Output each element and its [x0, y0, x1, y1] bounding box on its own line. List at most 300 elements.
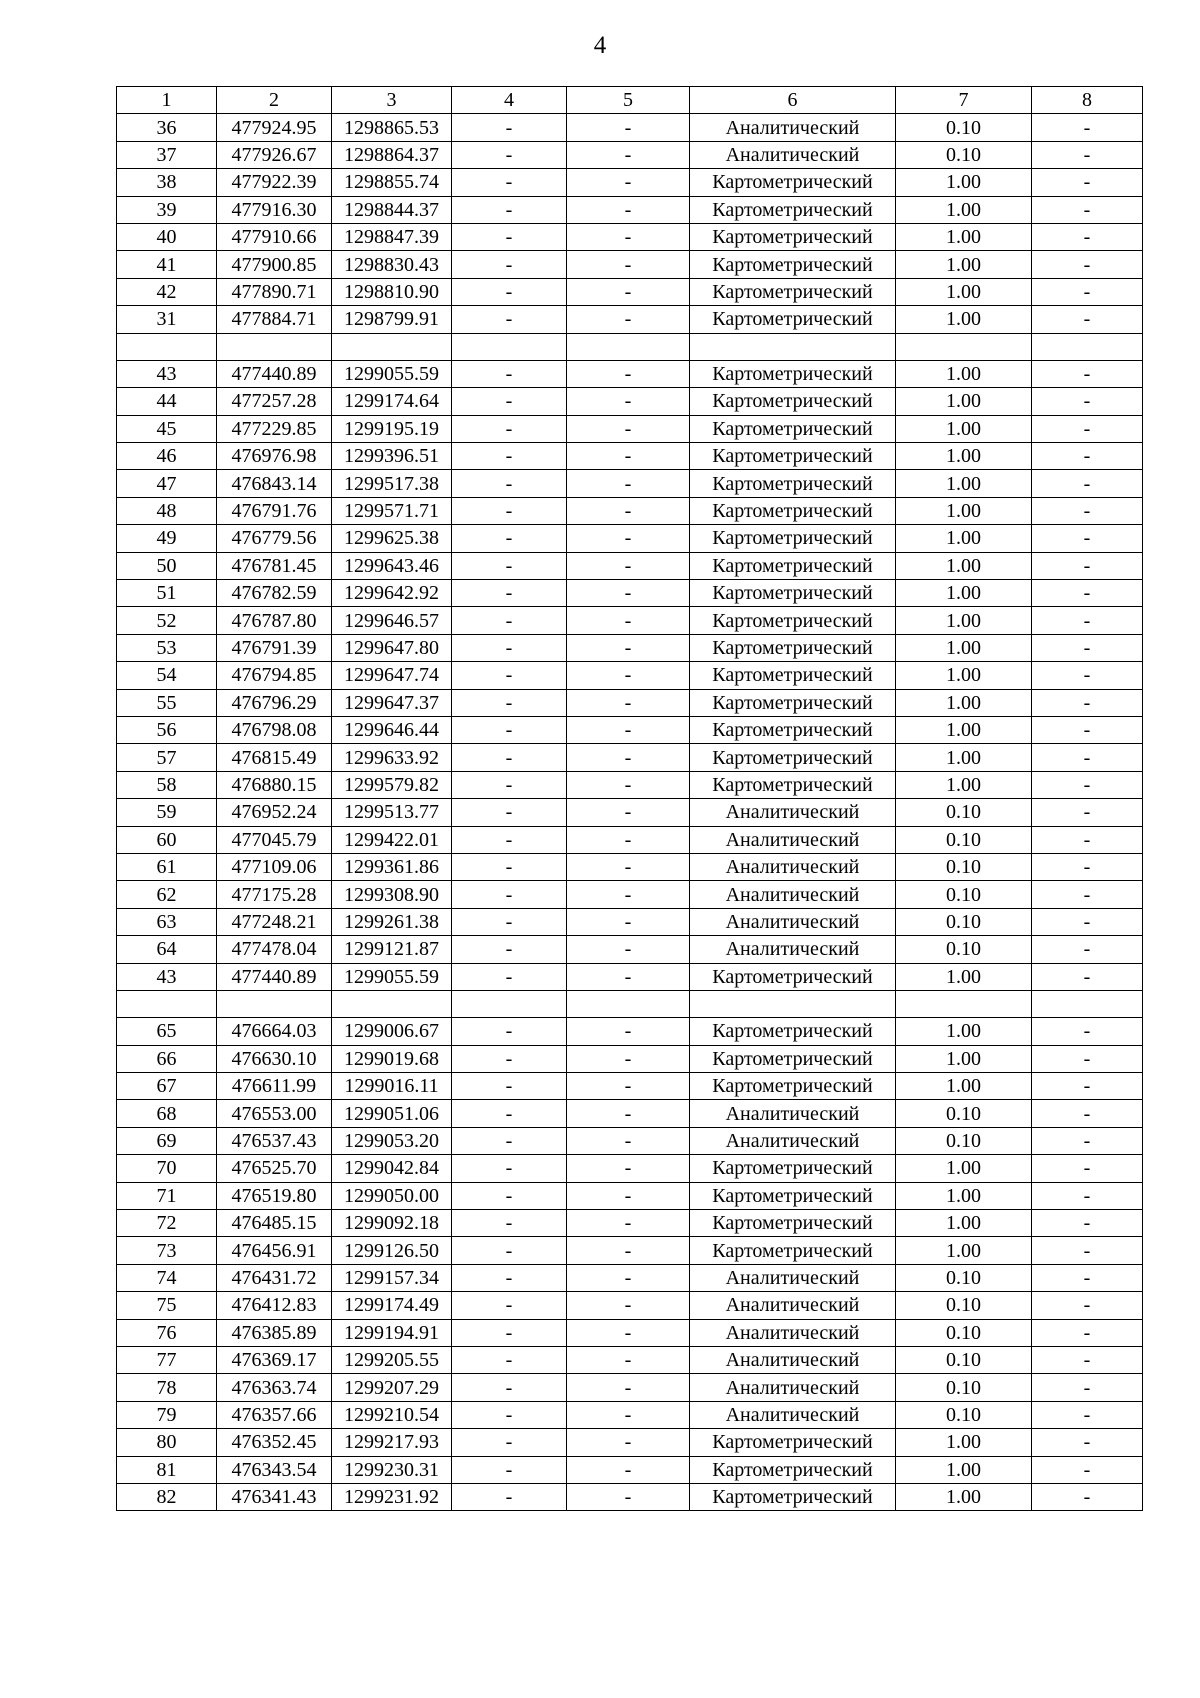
col-5-cell: - [567, 1073, 690, 1100]
accuracy-cell: 1.00 [896, 1210, 1032, 1237]
accuracy-cell: 0.10 [896, 1100, 1032, 1127]
coord-x-cell: 476519.80 [217, 1182, 332, 1209]
coord-y-cell: 1299646.44 [332, 716, 452, 743]
coord-x-cell: 477248.21 [217, 908, 332, 935]
col-5-cell: - [567, 716, 690, 743]
accuracy-cell: 1.00 [896, 607, 1032, 634]
method-cell: Картометрический [690, 607, 896, 634]
coord-y-cell: 1299019.68 [332, 1045, 452, 1072]
col-8-cell: - [1032, 1292, 1143, 1319]
col-8-cell [1032, 333, 1143, 360]
accuracy-cell: 1.00 [896, 1018, 1032, 1045]
table-row [117, 634, 1143, 661]
coord-x-cell: 476787.80 [217, 607, 332, 634]
coord-x-cell: 477916.30 [217, 196, 332, 223]
separator-row [117, 990, 1143, 1017]
col-8-cell: - [1032, 634, 1143, 661]
col-4-cell: - [452, 1292, 567, 1319]
col-8-cell: - [1032, 470, 1143, 497]
point-number-cell: 47 [117, 470, 217, 497]
point-number-cell: 65 [117, 1018, 217, 1045]
coord-x-cell: 476357.66 [217, 1401, 332, 1428]
accuracy-cell: 1.00 [896, 1429, 1032, 1456]
col-4-cell: - [452, 607, 567, 634]
method-cell: Картометрический [690, 1237, 896, 1264]
coord-y-cell: 1299625.38 [332, 525, 452, 552]
col-8-cell: - [1032, 169, 1143, 196]
col-8-cell: - [1032, 306, 1143, 333]
accuracy-cell: 1.00 [896, 744, 1032, 771]
method-cell: Картометрический [690, 196, 896, 223]
coord-x-cell: 476456.91 [217, 1237, 332, 1264]
table-row [117, 908, 1143, 935]
point-number-cell: 36 [117, 114, 217, 141]
table-row [117, 771, 1143, 798]
coord-x-cell: 476798.08 [217, 716, 332, 743]
col-4-cell: - [452, 470, 567, 497]
coord-x-cell: 476369.17 [217, 1346, 332, 1373]
coord-y-cell: 1298830.43 [332, 251, 452, 278]
col-8-cell: - [1032, 1346, 1143, 1373]
point-number-cell: 53 [117, 634, 217, 661]
col-8-cell: - [1032, 1374, 1143, 1401]
header-cell: 4 [452, 87, 567, 114]
accuracy-cell: 1.00 [896, 278, 1032, 305]
table-row [117, 607, 1143, 634]
table-row [117, 360, 1143, 387]
col-4-cell: - [452, 141, 567, 168]
col-8-cell: - [1032, 223, 1143, 250]
coord-y-cell: 1299513.77 [332, 799, 452, 826]
col-4-cell: - [452, 826, 567, 853]
col-5-cell: - [567, 908, 690, 935]
method-cell: Аналитический [690, 826, 896, 853]
method-cell: Аналитический [690, 853, 896, 880]
coord-y-cell: 1298847.39 [332, 223, 452, 250]
coord-y-cell: 1299157.34 [332, 1264, 452, 1291]
table-row [117, 1483, 1143, 1510]
coord-y-cell [332, 990, 452, 1017]
method-cell: Картометрический [690, 963, 896, 990]
col-4-cell: - [452, 689, 567, 716]
table-row [117, 114, 1143, 141]
coord-y-cell: 1299647.80 [332, 634, 452, 661]
point-number-cell: 61 [117, 853, 217, 880]
coord-x-cell: 476796.29 [217, 689, 332, 716]
point-number-cell: 58 [117, 771, 217, 798]
coord-y-cell: 1299174.64 [332, 388, 452, 415]
col-5-cell: - [567, 141, 690, 168]
method-cell: Аналитический [690, 1346, 896, 1373]
col-4-cell: - [452, 580, 567, 607]
method-cell: Картометрический [690, 169, 896, 196]
method-cell: Картометрический [690, 306, 896, 333]
point-number-cell: 45 [117, 415, 217, 442]
col-4-cell: - [452, 443, 567, 470]
accuracy-cell: 1.00 [896, 662, 1032, 689]
method-cell: Аналитический [690, 1401, 896, 1428]
coord-x-cell: 477109.06 [217, 853, 332, 880]
coord-x-cell: 476412.83 [217, 1292, 332, 1319]
accuracy-cell: 0.10 [896, 853, 1032, 880]
col-8-cell: - [1032, 360, 1143, 387]
table-row [117, 306, 1143, 333]
col-8-cell: - [1032, 525, 1143, 552]
col-8-cell: - [1032, 580, 1143, 607]
method-cell: Картометрический [690, 223, 896, 250]
coord-y-cell: 1299207.29 [332, 1374, 452, 1401]
col-8-cell: - [1032, 1127, 1143, 1154]
col-4-cell: - [452, 744, 567, 771]
coord-y-cell: 1299042.84 [332, 1155, 452, 1182]
point-number-cell: 77 [117, 1346, 217, 1373]
accuracy-cell: 0.10 [896, 799, 1032, 826]
header-cell: 5 [567, 87, 690, 114]
table-row [117, 580, 1143, 607]
method-cell: Картометрический [690, 1155, 896, 1182]
col-4-cell: - [452, 1264, 567, 1291]
col-4-cell: - [452, 1374, 567, 1401]
col-4-cell: - [452, 114, 567, 141]
point-number-cell: 48 [117, 497, 217, 524]
method-cell: Картометрический [690, 443, 896, 470]
coord-x-cell: 477045.79 [217, 826, 332, 853]
method-cell: Аналитический [690, 881, 896, 908]
accuracy-cell: 0.10 [896, 1401, 1032, 1428]
coord-y-cell: 1299205.55 [332, 1346, 452, 1373]
col-5-cell: - [567, 1456, 690, 1483]
coord-y-cell: 1299422.01 [332, 826, 452, 853]
method-cell: Аналитический [690, 1127, 896, 1154]
table-row [117, 1210, 1143, 1237]
table-row [117, 552, 1143, 579]
accuracy-cell: 1.00 [896, 963, 1032, 990]
col-5-cell: - [567, 497, 690, 524]
coord-y-cell: 1299016.11 [332, 1073, 452, 1100]
col-4-cell: - [452, 1127, 567, 1154]
col-8-cell: - [1032, 1319, 1143, 1346]
coord-x-cell: 476485.15 [217, 1210, 332, 1237]
col-4-cell: - [452, 1237, 567, 1264]
coord-y-cell: 1299517.38 [332, 470, 452, 497]
col-4-cell: - [452, 1319, 567, 1346]
col-5-cell: - [567, 1182, 690, 1209]
coord-y-cell: 1299230.31 [332, 1456, 452, 1483]
table-row [117, 1346, 1143, 1373]
accuracy-cell: 0.10 [896, 908, 1032, 935]
point-number-cell: 55 [117, 689, 217, 716]
col-8-cell: - [1032, 251, 1143, 278]
col-4-cell: - [452, 1429, 567, 1456]
col-4-cell: - [452, 1346, 567, 1373]
accuracy-cell: 1.00 [896, 223, 1032, 250]
coord-y-cell: 1299055.59 [332, 360, 452, 387]
table-row [117, 1182, 1143, 1209]
coord-y-cell: 1299643.46 [332, 552, 452, 579]
coord-x-cell: 476880.15 [217, 771, 332, 798]
coord-y-cell: 1298865.53 [332, 114, 452, 141]
coord-x-cell: 477440.89 [217, 360, 332, 387]
col-4-cell: - [452, 1045, 567, 1072]
header-cell: 3 [332, 87, 452, 114]
col-8-cell: - [1032, 799, 1143, 826]
point-number-cell: 64 [117, 936, 217, 963]
accuracy-cell: 0.10 [896, 1264, 1032, 1291]
col-5-cell: - [567, 470, 690, 497]
coord-y-cell: 1299195.19 [332, 415, 452, 442]
coord-x-cell: 476363.74 [217, 1374, 332, 1401]
accuracy-cell: 1.00 [896, 360, 1032, 387]
method-cell [690, 990, 896, 1017]
point-number-cell: 57 [117, 744, 217, 771]
point-number-cell: 66 [117, 1045, 217, 1072]
accuracy-cell: 1.00 [896, 1456, 1032, 1483]
coord-y-cell: 1299092.18 [332, 1210, 452, 1237]
method-cell: Картометрический [690, 1073, 896, 1100]
accuracy-cell: 0.10 [896, 1319, 1032, 1346]
accuracy-cell [896, 990, 1032, 1017]
method-cell: Картометрический [690, 1045, 896, 1072]
col-4-cell: - [452, 853, 567, 880]
col-4-cell: - [452, 1018, 567, 1045]
col-5-cell: - [567, 1401, 690, 1428]
method-cell: Аналитический [690, 141, 896, 168]
coord-x-cell: 477926.67 [217, 141, 332, 168]
col-4-cell: - [452, 525, 567, 552]
coord-y-cell: 1298810.90 [332, 278, 452, 305]
point-number-cell: 71 [117, 1182, 217, 1209]
col-8-cell: - [1032, 1429, 1143, 1456]
coord-x-cell: 477440.89 [217, 963, 332, 990]
coord-y-cell: 1299055.59 [332, 963, 452, 990]
col-4-cell: - [452, 1100, 567, 1127]
point-number-cell: 73 [117, 1237, 217, 1264]
coord-y-cell: 1299231.92 [332, 1483, 452, 1510]
accuracy-cell: 0.10 [896, 1292, 1032, 1319]
coord-y-cell: 1299642.92 [332, 580, 452, 607]
point-number-cell: 56 [117, 716, 217, 743]
table-row [117, 1045, 1143, 1072]
table-row [117, 1401, 1143, 1428]
accuracy-cell: 1.00 [896, 1045, 1032, 1072]
col-5-cell: - [567, 771, 690, 798]
point-number-cell: 43 [117, 963, 217, 990]
table-row [117, 853, 1143, 880]
point-number-cell: 72 [117, 1210, 217, 1237]
coord-x-cell: 477884.71 [217, 306, 332, 333]
method-cell: Аналитический [690, 1319, 896, 1346]
coord-x-cell: 477257.28 [217, 388, 332, 415]
accuracy-cell: 0.10 [896, 1127, 1032, 1154]
col-5-cell: - [567, 114, 690, 141]
coord-x-cell: 476815.49 [217, 744, 332, 771]
coord-y-cell: 1299121.87 [332, 936, 452, 963]
col-4-cell: - [452, 1182, 567, 1209]
col-4-cell: - [452, 1483, 567, 1510]
accuracy-cell: 1.00 [896, 716, 1032, 743]
header-row [117, 87, 1143, 114]
point-number-cell: 82 [117, 1483, 217, 1510]
col-5-cell: - [567, 1429, 690, 1456]
col-5-cell: - [567, 580, 690, 607]
point-number-cell: 63 [117, 908, 217, 935]
header-cell: 1 [117, 87, 217, 114]
point-number-cell [117, 333, 217, 360]
col-4-cell: - [452, 771, 567, 798]
col-5-cell: - [567, 1127, 690, 1154]
accuracy-cell: 1.00 [896, 689, 1032, 716]
coord-y-cell: 1299646.57 [332, 607, 452, 634]
header-cell: 6 [690, 87, 896, 114]
point-number-cell: 80 [117, 1429, 217, 1456]
table-row [117, 251, 1143, 278]
point-number-cell: 75 [117, 1292, 217, 1319]
coord-y-cell: 1299647.74 [332, 662, 452, 689]
coord-x-cell: 477910.66 [217, 223, 332, 250]
coord-y-cell: 1299126.50 [332, 1237, 452, 1264]
coord-y-cell: 1298855.74 [332, 169, 452, 196]
col-8-cell: - [1032, 1018, 1143, 1045]
accuracy-cell: 0.10 [896, 936, 1032, 963]
col-5-cell: - [567, 251, 690, 278]
col-5-cell: - [567, 1483, 690, 1510]
coord-x-cell: 477175.28 [217, 881, 332, 908]
col-8-cell: - [1032, 497, 1143, 524]
coord-x-cell: 476782.59 [217, 580, 332, 607]
coord-y-cell: 1299396.51 [332, 443, 452, 470]
page-number: 4 [593, 32, 607, 59]
method-cell: Аналитический [690, 1264, 896, 1291]
col-5-cell: - [567, 744, 690, 771]
coord-y-cell: 1299571.71 [332, 497, 452, 524]
col-8-cell: - [1032, 963, 1143, 990]
coord-x-cell: 477478.04 [217, 936, 332, 963]
table-row [117, 1155, 1143, 1182]
method-cell: Картометрический [690, 1483, 896, 1510]
table-row [117, 388, 1143, 415]
col-5-cell: - [567, 552, 690, 579]
coord-x-cell: 476781.45 [217, 552, 332, 579]
accuracy-cell: 1.00 [896, 580, 1032, 607]
coord-x-cell: 476779.56 [217, 525, 332, 552]
table-row [117, 744, 1143, 771]
coord-x-cell: 476553.00 [217, 1100, 332, 1127]
col-8-cell: - [1032, 114, 1143, 141]
col-5-cell: - [567, 662, 690, 689]
point-number-cell: 41 [117, 251, 217, 278]
col-8-cell: - [1032, 689, 1143, 716]
coord-x-cell: 476843.14 [217, 470, 332, 497]
accuracy-cell: 0.10 [896, 1346, 1032, 1373]
point-number-cell: 37 [117, 141, 217, 168]
table-row [117, 415, 1143, 442]
table-row [117, 963, 1143, 990]
method-cell: Картометрический [690, 771, 896, 798]
method-cell: Картометрический [690, 360, 896, 387]
method-cell: Картометрический [690, 689, 896, 716]
col-5-cell: - [567, 1237, 690, 1264]
col-4-cell [452, 333, 567, 360]
col-8-cell: - [1032, 1401, 1143, 1428]
col-5-cell: - [567, 360, 690, 387]
method-cell: Картометрический [690, 580, 896, 607]
col-4-cell: - [452, 1155, 567, 1182]
col-5-cell: - [567, 1319, 690, 1346]
accuracy-cell: 1.00 [896, 1237, 1032, 1264]
coord-y-cell: 1299308.90 [332, 881, 452, 908]
col-5-cell: - [567, 1155, 690, 1182]
col-4-cell: - [452, 497, 567, 524]
col-4-cell [452, 990, 567, 1017]
point-number-cell: 62 [117, 881, 217, 908]
col-5-cell: - [567, 607, 690, 634]
method-cell [690, 333, 896, 360]
coord-y-cell: 1299053.20 [332, 1127, 452, 1154]
method-cell: Аналитический [690, 1374, 896, 1401]
col-8-cell: - [1032, 415, 1143, 442]
method-cell: Картометрический [690, 1210, 896, 1237]
col-8-cell: - [1032, 744, 1143, 771]
col-4-cell: - [452, 1401, 567, 1428]
coordinates-table [116, 86, 1143, 1511]
table-row [117, 169, 1143, 196]
col-8-cell: - [1032, 278, 1143, 305]
col-4-cell: - [452, 169, 567, 196]
col-5-cell: - [567, 196, 690, 223]
coord-y-cell: 1299051.06 [332, 1100, 452, 1127]
col-8-cell: - [1032, 771, 1143, 798]
col-4-cell: - [452, 716, 567, 743]
col-5-cell: - [567, 1292, 690, 1319]
col-5-cell: - [567, 799, 690, 826]
accuracy-cell: 0.10 [896, 881, 1032, 908]
col-4-cell: - [452, 251, 567, 278]
point-number-cell: 60 [117, 826, 217, 853]
method-cell: Аналитический [690, 936, 896, 963]
point-number-cell: 81 [117, 1456, 217, 1483]
coord-x-cell: 476385.89 [217, 1319, 332, 1346]
coord-y-cell: 1299217.93 [332, 1429, 452, 1456]
col-4-cell: - [452, 936, 567, 963]
coord-y-cell: 1299361.86 [332, 853, 452, 880]
header-cell: 7 [896, 87, 1032, 114]
point-number-cell: 54 [117, 662, 217, 689]
coord-y-cell: 1299647.37 [332, 689, 452, 716]
coord-x-cell: 476537.43 [217, 1127, 332, 1154]
point-number-cell: 31 [117, 306, 217, 333]
method-cell: Картометрический [690, 1429, 896, 1456]
col-5-cell: - [567, 169, 690, 196]
coord-x-cell: 476791.39 [217, 634, 332, 661]
table-row [117, 196, 1143, 223]
point-number-cell: 44 [117, 388, 217, 415]
method-cell: Картометрический [690, 662, 896, 689]
header-cell: 2 [217, 87, 332, 114]
col-8-cell: - [1032, 1456, 1143, 1483]
col-4-cell: - [452, 223, 567, 250]
coord-y-cell: 1299210.54 [332, 1401, 452, 1428]
point-number-cell: 69 [117, 1127, 217, 1154]
col-8-cell: - [1032, 141, 1143, 168]
point-number-cell: 76 [117, 1319, 217, 1346]
point-number-cell: 38 [117, 169, 217, 196]
col-4-cell: - [452, 881, 567, 908]
table-row [117, 1456, 1143, 1483]
coord-x-cell: 477922.39 [217, 169, 332, 196]
col-4-cell: - [452, 1073, 567, 1100]
col-4-cell: - [452, 306, 567, 333]
table-row [117, 936, 1143, 963]
